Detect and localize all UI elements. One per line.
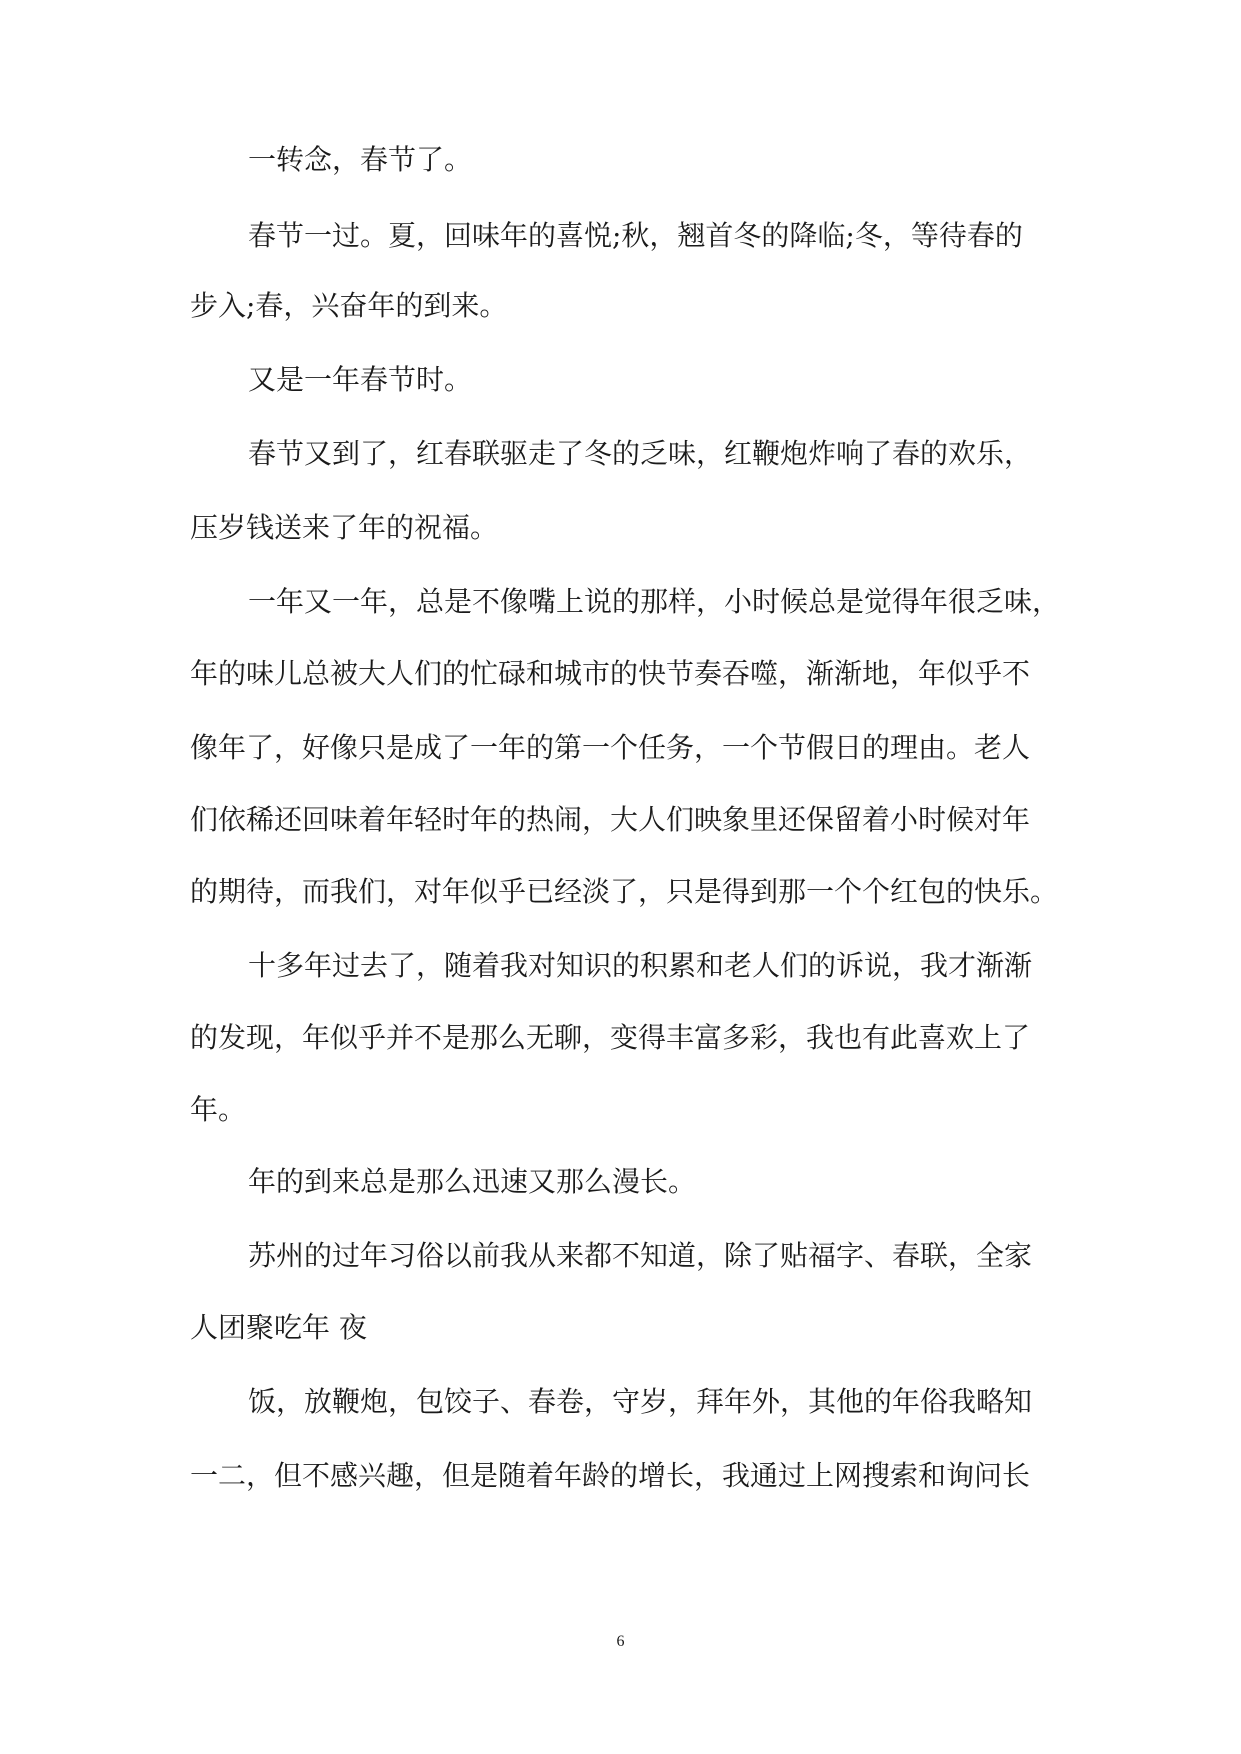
text-line: 年的到来总是那么迅速又那么漫长。 [248, 1165, 697, 1198]
text-line: 一二，但不感兴趣，但是随着年龄的增长，我通过上网搜索和询问长 [190, 1459, 1031, 1492]
text-line: 又是一年春节时。 [248, 363, 473, 396]
text-line: 像年了，好像只是成了一年的第一个任务，一个节假日的理由。老人 [190, 731, 1031, 764]
text-line: 年。 [190, 1093, 247, 1126]
text-line: 春节一过。夏，回味年的喜悦;秋，翘首冬的降临;冬，等待春的 [248, 219, 1023, 252]
text-line: 十多年过去了，随着我对知识的积累和老人们的诉说，我才渐渐 [248, 949, 1033, 982]
text-line: 苏州的过年习俗以前我从来都不知道，除了贴福字、春联，全家 [248, 1239, 1033, 1272]
text-line: 的发现，年似乎并不是那么无聊，变得丰富多彩，我也有此喜欢上了 [190, 1021, 1031, 1054]
text-line: 一转念，春节了。 [248, 143, 473, 176]
text-line: 压岁钱送来了年的祝福。 [190, 511, 499, 544]
page-number: 6 [616, 1633, 625, 1650]
text-line: 年的味儿总被大人们的忙碌和城市的快节奏吞噬，渐渐地，年似乎不 [190, 657, 1031, 690]
text-line: 步入;春，兴奋年的到来。 [190, 289, 508, 322]
text-line: 的期待，而我们，对年似乎已经淡了，只是得到那一个个红包的快乐。 [190, 875, 1059, 908]
text-line: 一年又一年，总是不像嘴上说的那样，小时候总是觉得年很乏味， [248, 585, 1061, 618]
text-line: 们依稀还回味着年轻时年的热闹，大人们映象里还保留着小时候对年 [190, 803, 1031, 836]
text-line: 春节又到了，红春联驱走了冬的乏味，红鞭炮炸响了春的欢乐， [248, 437, 1033, 470]
text-line: 饭，放鞭炮，包饺子、春卷，守岁，拜年外，其他的年俗我略知 [248, 1385, 1033, 1418]
text-line: 人团聚吃年 夜 [190, 1311, 367, 1344]
